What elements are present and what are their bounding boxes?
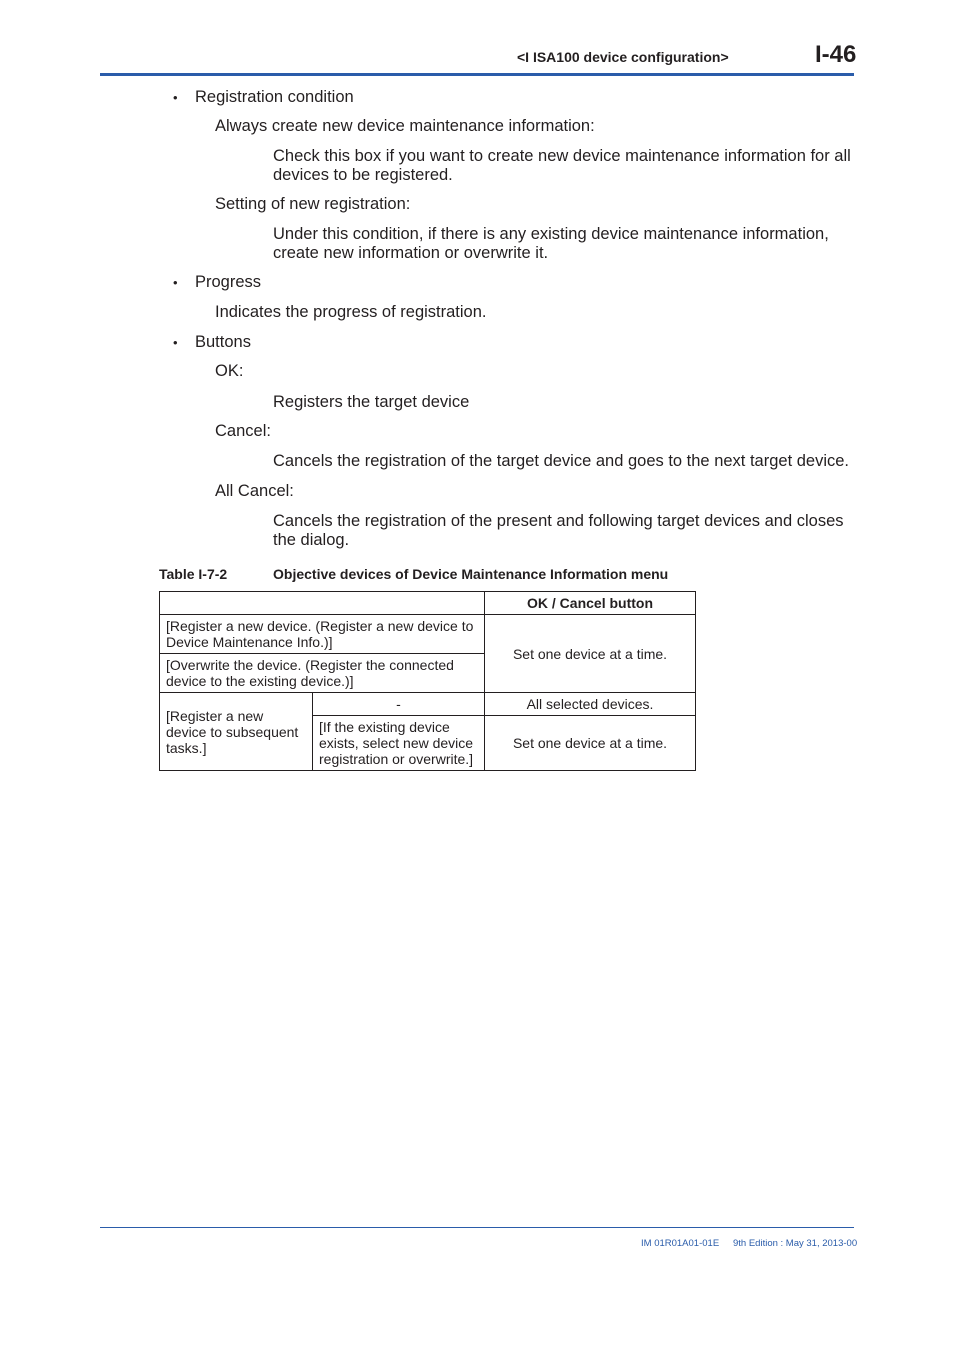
header-rule [100,73,854,76]
progress-heading: Progress [195,273,262,291]
cancel-description: Cancels the registration of the target device and goes to the next target device. [273,452,850,470]
setting-label: Setting of new registration: [215,195,411,213]
always-create-label: Always create new device maintenance information: [215,117,595,135]
bullet-icon: • [173,90,178,105]
table-cell-register-subsequent: [Register a new device to subsequent tasks.] [160,693,313,771]
table-cell-set-one-device: Set one device at a time. [485,716,696,771]
all-cancel-label: All Cancel: [215,482,294,500]
table-cell-set-one-device: Set one device at a time. [485,615,696,693]
bullet-icon: • [173,335,178,350]
table-header-empty-cell [160,592,485,615]
table-caption-number: Table I-7-2 [159,566,228,582]
ok-description: Registers the target device [273,393,470,411]
table-cell-register-new: [Register a new device. (Register a new device to Device Maintenance Info.)] [160,615,485,654]
all-cancel-description: Cancels the registration of the present and following target devices and closes the dialog. [273,512,844,549]
running-header: <I ISA100 device configuration> [517,49,729,65]
table-cell-existing-device: [If the existing device exists, select new device registration or overwrite.] [313,716,485,771]
table-row [160,693,696,716]
table-cell-dash: - [313,693,485,716]
progress-description: Indicates the progress of registration. [215,303,487,321]
table-header-ok-cancel: OK / Cancel button [485,592,696,615]
page-number: I-46 [815,41,857,68]
registration-condition-heading: Registration condition [195,88,354,106]
objective-devices-table [159,591,696,771]
footer-document-number: IM 01R01A01-01E [641,1238,720,1249]
table-cell-overwrite: [Overwrite the device. (Register the connected device to the existing device.)] [160,654,485,693]
table-caption-title: Objective devices of Device Maintenance Information menu [273,566,669,582]
cancel-label: Cancel: [215,422,271,440]
table-row [160,615,696,654]
table-cell-all-selected: All selected devices. [485,693,696,716]
footer-rule [100,1227,854,1228]
ok-label: OK: [215,362,244,380]
table-header-row [160,592,696,615]
buttons-heading: Buttons [195,333,251,351]
setting-description: Under this condition, if there is any existing device maintenance information, create new information or overwrite it. [273,225,829,262]
footer-edition: 9th Edition : May 31, 2013-00 [733,1238,858,1249]
always-create-description: Check this box if you want to create new device maintenance information for all devices to be registered. [273,147,851,184]
bullet-icon: • [173,275,178,290]
